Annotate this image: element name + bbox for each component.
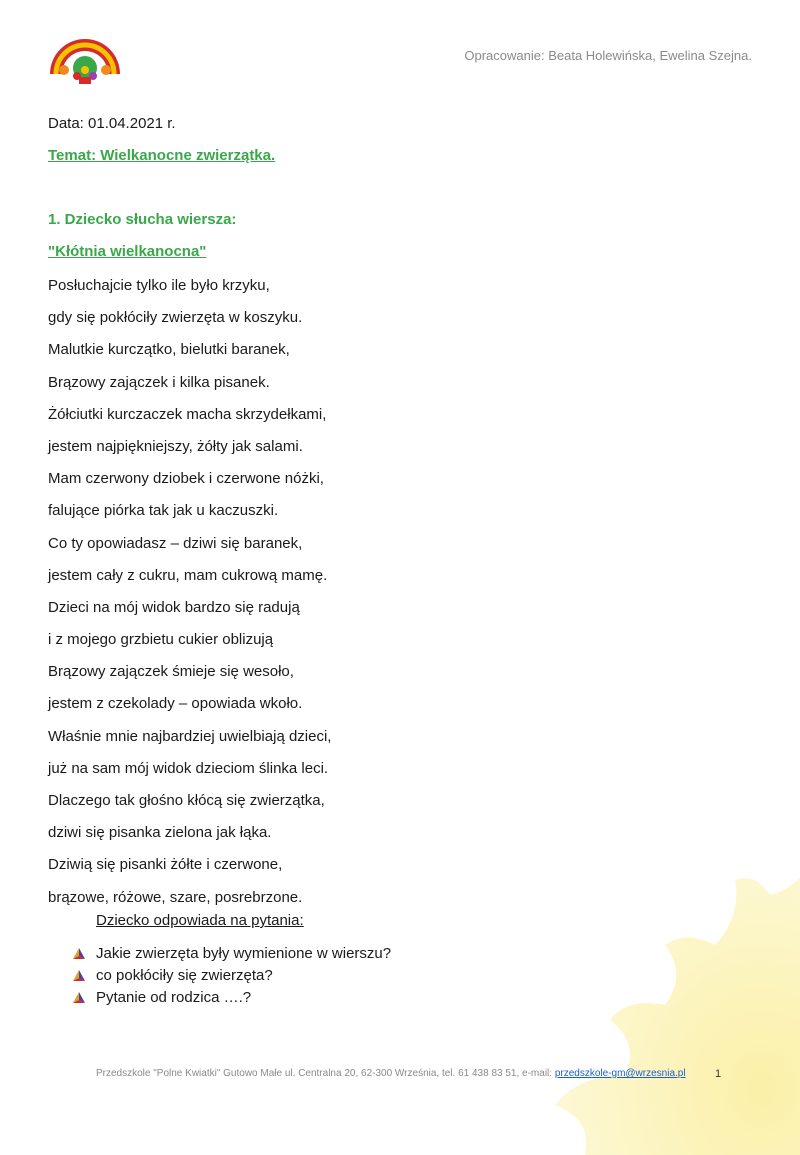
poem-line: Mam czerwony dziobek i czerwone nóżki, (48, 470, 324, 488)
poem-line: dziwi się pisanka zielona jak łąka. (48, 824, 272, 842)
question-text: Pytanie od rodzica ….? (96, 989, 252, 1006)
questions-heading: Dziecko odpowiada na pytania: (96, 912, 304, 929)
poem-line: Żółciutki kurczaczek macha skrzydełkami, (48, 405, 327, 423)
poem-line: już na sam mój widok dzieciom ślinka leci. (48, 759, 329, 777)
poem-line: i z mojego grzbietu cukier oblizują (48, 631, 274, 649)
author-credit: Opracowanie: Beata Holewińska, Ewelina Szejna. (464, 48, 752, 63)
poem-line: Co ty opowiadasz – dziwi się baranek, (48, 534, 303, 552)
poem-line: Dzieci na mój widok bardzo się radują (48, 598, 300, 616)
poem-line: brązowe, różowe, szare, posrebrzone. (48, 888, 303, 906)
step-heading: 1. Dziecko słucha wiersza: (48, 211, 237, 228)
question-text: Jakie zwierzęta były wymienione w wierszu? (96, 945, 392, 962)
questions-list (72, 943, 391, 1009)
pyramid-bullet-icon (72, 991, 86, 1005)
footer-address (96, 1068, 686, 1079)
footer-text: Przedszkole "Polne Kwiatki" Gutowo Małe ul. Centralna 20, 62-300 Września, tel. 61 438 83 51, e-mail: (96, 1068, 555, 1079)
poem-line: gdy się pokłóciły zwierzęta w koszyku. (48, 309, 303, 327)
question-item (72, 987, 391, 1009)
question-item (72, 943, 391, 965)
pyramid-bullet-icon (72, 969, 86, 983)
poem-line: jestem z czekolady – opowiada wkoło. (48, 695, 303, 713)
poem-line: Dziwią się pisanki żółte i czerwone, (48, 856, 283, 874)
pyramid-bullet-icon (72, 947, 86, 961)
poem-line: Dlaczego tak głośno kłócą się zwierzątka, (48, 792, 325, 809)
page-number: 1 (715, 1068, 722, 1080)
poem-line: Brązowy zajączek i kilka pisanek. (48, 373, 270, 391)
poem-line: Posłuchajcie tylko ile było krzyku, (48, 277, 270, 294)
poem-line: falujące piórka tak jak u kaczuszki. (48, 502, 279, 520)
footer-email-link[interactable]: przedszkole-gm@wrzesnia.pl (554, 1068, 686, 1079)
sun-decoration-icon (520, 835, 800, 1155)
question-item (72, 965, 391, 987)
date-line: Data: 01.04.2021 r. (48, 115, 176, 132)
poem-line: jestem najpiękniejszy, żółty jak salami. (48, 437, 303, 455)
question-text: co pokłóciły się zwierzęta? (96, 967, 273, 984)
poem-line: jestem cały z cukru, mam cukrową mamę. (48, 566, 328, 584)
poem-title: "Kłótnia wielkanocna" (48, 243, 207, 260)
topic-heading: Temat: Wielkanocne zwierzątka. (48, 147, 276, 164)
flower-logo-icon (44, 30, 126, 85)
poem-line: Właśnie mnie najbardziej uwielbiają dzieci, (48, 727, 332, 745)
poem-line: Malutkie kurczątko, bielutki baranek, (48, 341, 290, 359)
poem-line: Brązowy zajączek śmieje się wesoło, (48, 663, 294, 681)
poem-body (48, 270, 331, 914)
